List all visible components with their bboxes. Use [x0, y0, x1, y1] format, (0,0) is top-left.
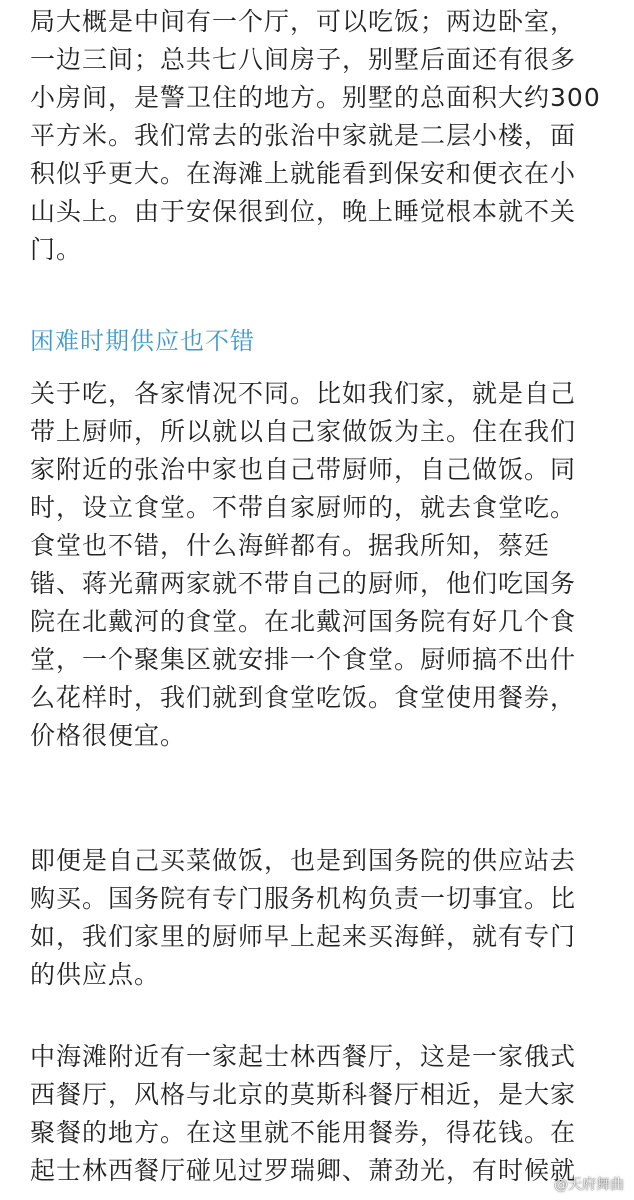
text-line: 小房间，是警卫住的地方。别墅的总面积大约300: [30, 83, 601, 112]
text-line: 购买。国务院有专门服务机构负责一切事宜。比: [30, 884, 577, 913]
text-line: 中海滩附近有一家起士林西餐厅，这是一家俄式: [30, 1042, 577, 1071]
text-line: 即便是自己买菜做饭，也是到国务院的供应站去: [30, 846, 577, 875]
text-line: 么花样时，我们就到食堂吃饭。食堂使用餐券，: [30, 683, 577, 712]
paragraph-food-supply: [30, 375, 576, 755]
weibo-watermark: @天府舞曲: [554, 1177, 624, 1193]
text-line: 价格很便宜。: [30, 721, 187, 750]
text-line: 堂，一个聚集区就安排一个食堂。厨师搞不出什: [30, 645, 577, 674]
text-line: 聚餐的地方。在这里就不能用餐券，得花钱。在: [30, 1118, 577, 1147]
paragraph-supply-station: [30, 842, 576, 994]
text-line: 锴、蒋光鼐两家就不带自己的厨师，他们吃国务: [30, 569, 577, 598]
text-line: 的供应点。: [30, 960, 161, 989]
paragraph-kiessling-restaurant: [30, 1038, 576, 1190]
text-line: 山头上。由于安保很到位，晚上睡觉根本就不关: [30, 197, 577, 226]
text-line: 平方米。我们常去的张治中家就是二层小楼，面: [30, 121, 577, 150]
text-line: 局大概是中间有一个厅，可以吃饭；两边卧室，: [30, 7, 577, 36]
text-line: 门。: [30, 235, 83, 264]
text-line: 带上厨师，所以就以自己家做饭为主。住在我们: [30, 417, 577, 446]
text-line: 如，我们家里的厨师早上起来买海鲜，就有专门: [30, 922, 577, 951]
text-line: 家附近的张治中家也自己带厨师，自己做饭。同: [30, 455, 577, 484]
section-heading: 困难时期供应也不错: [30, 327, 255, 355]
text-line: 起士林西餐厅碰见过罗瑞卿、萧劲光，有时候就: [30, 1156, 577, 1185]
text-line: 一边三间；总共七八间房子，别墅后面还有很多: [30, 45, 577, 74]
text-line: 关于吃，各家情况不同。比如我们家，就是自己: [30, 379, 577, 408]
text-line: 食堂也不错，什么海鲜都有。据我所知，蔡廷: [30, 531, 551, 560]
text-line: 院在北戴河的食堂。在北戴河国务院有好几个食: [30, 607, 577, 636]
text-line: 时，设立食堂。不带自家厨师的，就去食堂吃。: [30, 493, 577, 522]
paragraph-villa-layout: [30, 3, 601, 269]
text-line: 西餐厅，风格与北京的莫斯科餐厅相近，是大家: [30, 1080, 577, 1109]
text-line: 积似乎更大。在海滩上就能看到保安和便衣在小: [30, 159, 577, 188]
